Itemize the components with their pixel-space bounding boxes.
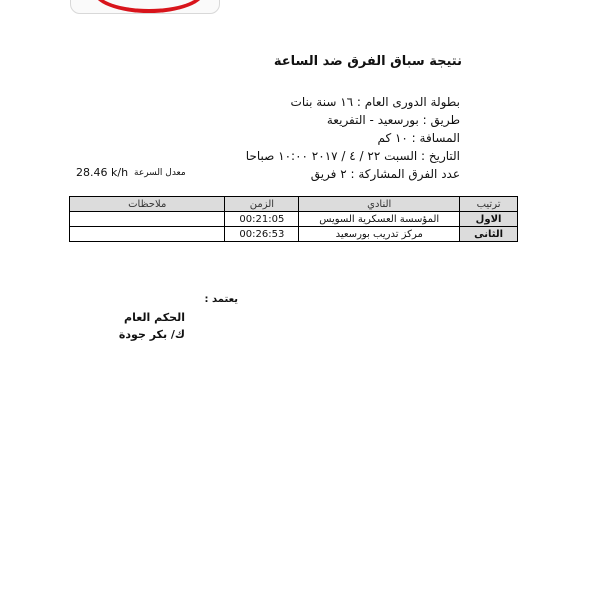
federation-logo [70, 0, 220, 14]
route-line: طريق : بورسعيد - التفريعة [326, 113, 460, 127]
approval-label: يعتمد : [204, 294, 238, 305]
referee-title: الحكم العام [124, 311, 185, 324]
row-time: 00:26:53 [225, 227, 299, 242]
row-club: مركز تدريب بورسعيد [299, 227, 460, 242]
championship-line: بطولة الدورى العام : ١٦ سنة بنات [290, 95, 460, 109]
header-rank: ترتيب [460, 197, 518, 212]
table-row [70, 227, 518, 242]
header-notes: ملاحظات [70, 197, 225, 212]
row-rank: الثانى [460, 227, 518, 242]
logo-swoosh-icon [93, 0, 205, 13]
table-row [70, 212, 518, 227]
page-title: نتيجة سباق الفرق ضد الساعة [273, 54, 462, 69]
average-speed-label: معدل السرعة [134, 168, 186, 178]
teams-count-line: عدد الفرق المشاركة : ٢ فريق [310, 167, 460, 181]
results-table [69, 196, 518, 242]
distance-line: المسافة : ١٠ كم [377, 131, 460, 145]
date-line: التاريخ : السبت ٢٢ / ٤ / ٢٠١٧ ١٠:٠٠ صباحا [245, 149, 460, 163]
header-time: الزمن [225, 197, 299, 212]
row-rank: الاول [460, 212, 518, 227]
row-club: المؤسسة العسكرية السويس [299, 212, 460, 227]
header-club: النادي [299, 197, 460, 212]
row-notes [70, 212, 225, 227]
row-notes [70, 227, 225, 242]
referee-name: ك/ بكر جودة [118, 328, 185, 341]
table-header-row [70, 197, 518, 212]
average-speed-value: 28.46 k/h [76, 166, 129, 179]
row-time: 00:21:05 [225, 212, 299, 227]
